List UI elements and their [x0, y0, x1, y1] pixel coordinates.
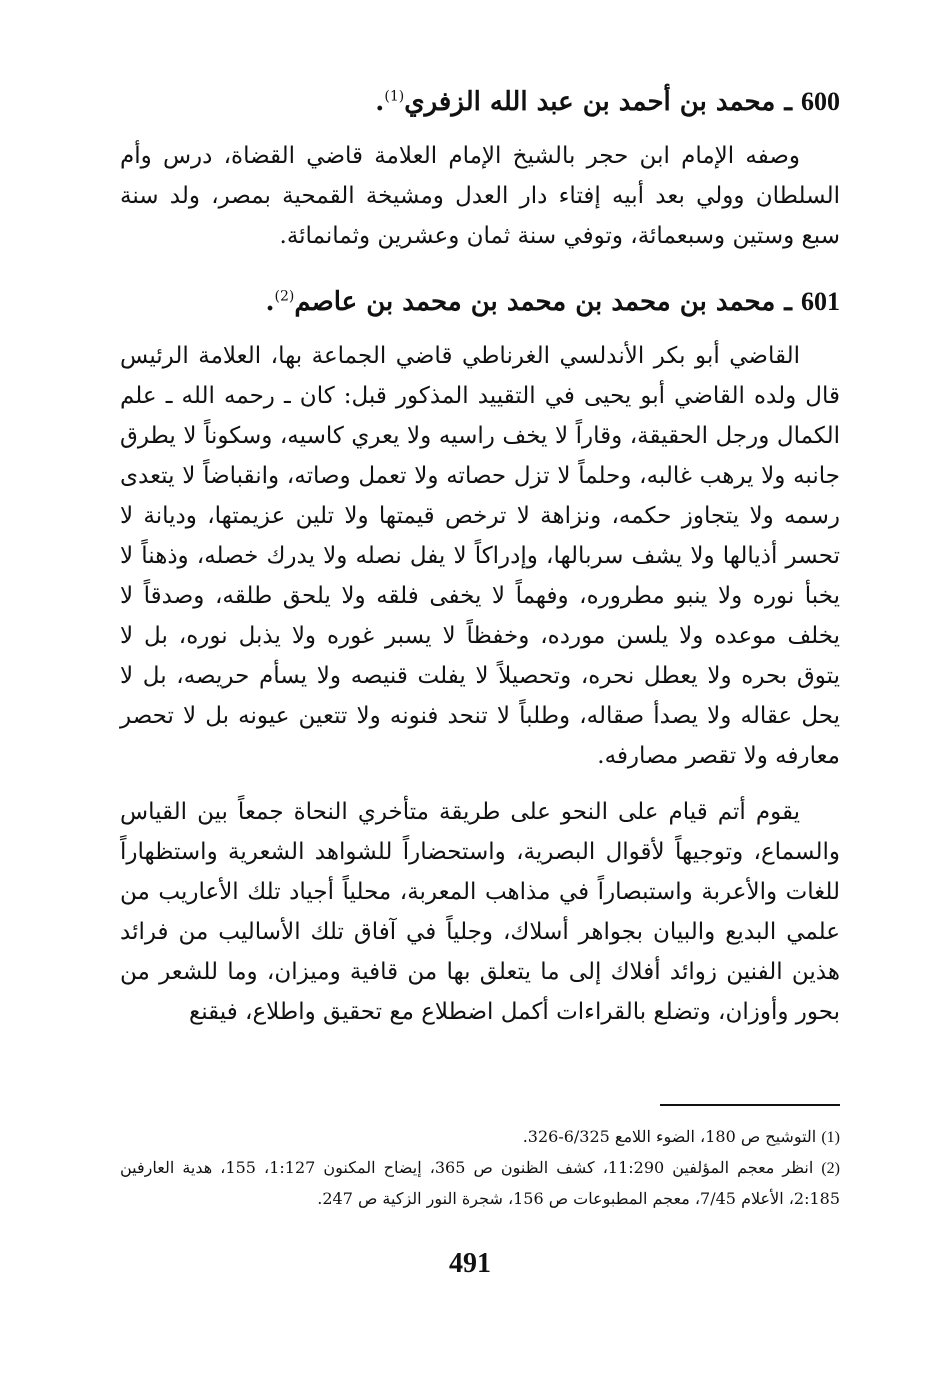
entry-name: ـ محمد بن أحمد بن عبد الله الزفري — [404, 87, 792, 117]
page-number: 491 — [449, 1248, 491, 1279]
footnotes — [120, 1122, 840, 1214]
footnote-divider — [660, 1104, 840, 1106]
footnote-2 — [120, 1153, 840, 1214]
paragraph: القاضي أبو بكر الأندلسي الغرناطي قاضي الجماعة بها، العلامة الرئيس قال ولده القاضي أبو يحيى في التقييد المذكور قبل: كان ـ رحمه الله ـ علم الكمال ورجل الحقيقة، وقاراً لا يخف راسيه ولا يعري كاسيه، وسكوناً لا يطرق جانبه ولا يرهب غالبه، وحلماً لا تزل حصاته ولا تعمل وصاته، وانقباضاً لا يتعدى رسمه ولا يتجاوز حكمه، ونزاهة لا ترخص قيمتها ولا تلين عزيمتها، وديانة لا تحسر أذيالها ولا يشف سربالها، وإدراكاً لا يفل نصله ولا يدرك خصله، وذهناً لا يخبأ نوره ولا ينبو مطروره، وفهماً لا يخفى فلقه ولا يلحق طلقه، وصدقاً لا يخلف موعده ولا يلسن مورده، وخفظاً لا يسبر غوره ولا يذبل نوره، بل لا يتوق بحره ولا يعطل نحره، وتحصيلاً لا يفلت قنيصه ولا يسأم حريصه، بل لا يحل عقاله ولا يصدأ صقاله، وطلباً لا تنحد فنونه ولا تتعين عيونه بل لا تحصر معارفه ولا تقصر مصارفه. — [120, 343, 840, 769]
entry-number: 601 — [801, 287, 840, 316]
footnote-text: التوشيح ص 180، الضوء اللامع 6/325-326. — [522, 1127, 817, 1146]
footnote-ref: (2) — [274, 288, 295, 305]
footnote-1 — [120, 1122, 840, 1153]
footnote-ref: (1) — [384, 88, 405, 105]
entry-heading-600 — [120, 80, 840, 124]
footnote-number: (2) — [821, 1160, 840, 1177]
paragraph: يقوم أتم قيام على النحو على طريقة متأخري النحاة جمعاً بين القياس والسماع، وتوجيهاً لأقوال البصرية، واستحضاراً للشواهد الشعرية واستظهاراً للغات والأعربة واستبصاراً في مذاهب المعربة، محلياً أجياد تلك الأعاريب من علمي البديع والبيان بجواهر أسلاك، وجلياً في آفاق تلك الأساليب من فرائد هذين الفنين زوائد أفلاك إلى ما يتعلق بها من قافية وميزان، وما للشعر من بحور وأوزان، وتضلع بالقراءات أكمل اضطلاع مع تحقيق واطلاع، فيقنع — [120, 799, 840, 1025]
entry-number: 600 — [801, 87, 840, 116]
page-body — [120, 80, 840, 1048]
entry-end-mark: . — [265, 287, 275, 317]
entry-heading-601 — [120, 280, 840, 324]
entry-end-mark: . — [375, 87, 385, 117]
paragraph: وصفه الإمام ابن حجر بالشيخ الإمام العلامة قاضي القضاة، درس وأم السلطان وولي بعد أبيه إفتاء دار العدل ومشيخة القمحية بمصر، ولد سنة سبع وستين وسبعمائة، وتوفي سنة ثمان وعشرين وثمانمائة. — [120, 143, 840, 249]
footnote-text: انظر معجم المؤلفين 11:290، كشف الظنون ص 365، إيضاح المكنون 1:127، 155، هدية العارفين 2:185، الأعلام 7/45، معجم المطبوعات ص 156، شجرة النور الزكية ص 247. — [120, 1158, 840, 1208]
footnote-number: (1) — [821, 1129, 840, 1146]
entry-name: ـ محمد بن محمد بن محمد بن محمد بن عاصم — [294, 287, 792, 317]
